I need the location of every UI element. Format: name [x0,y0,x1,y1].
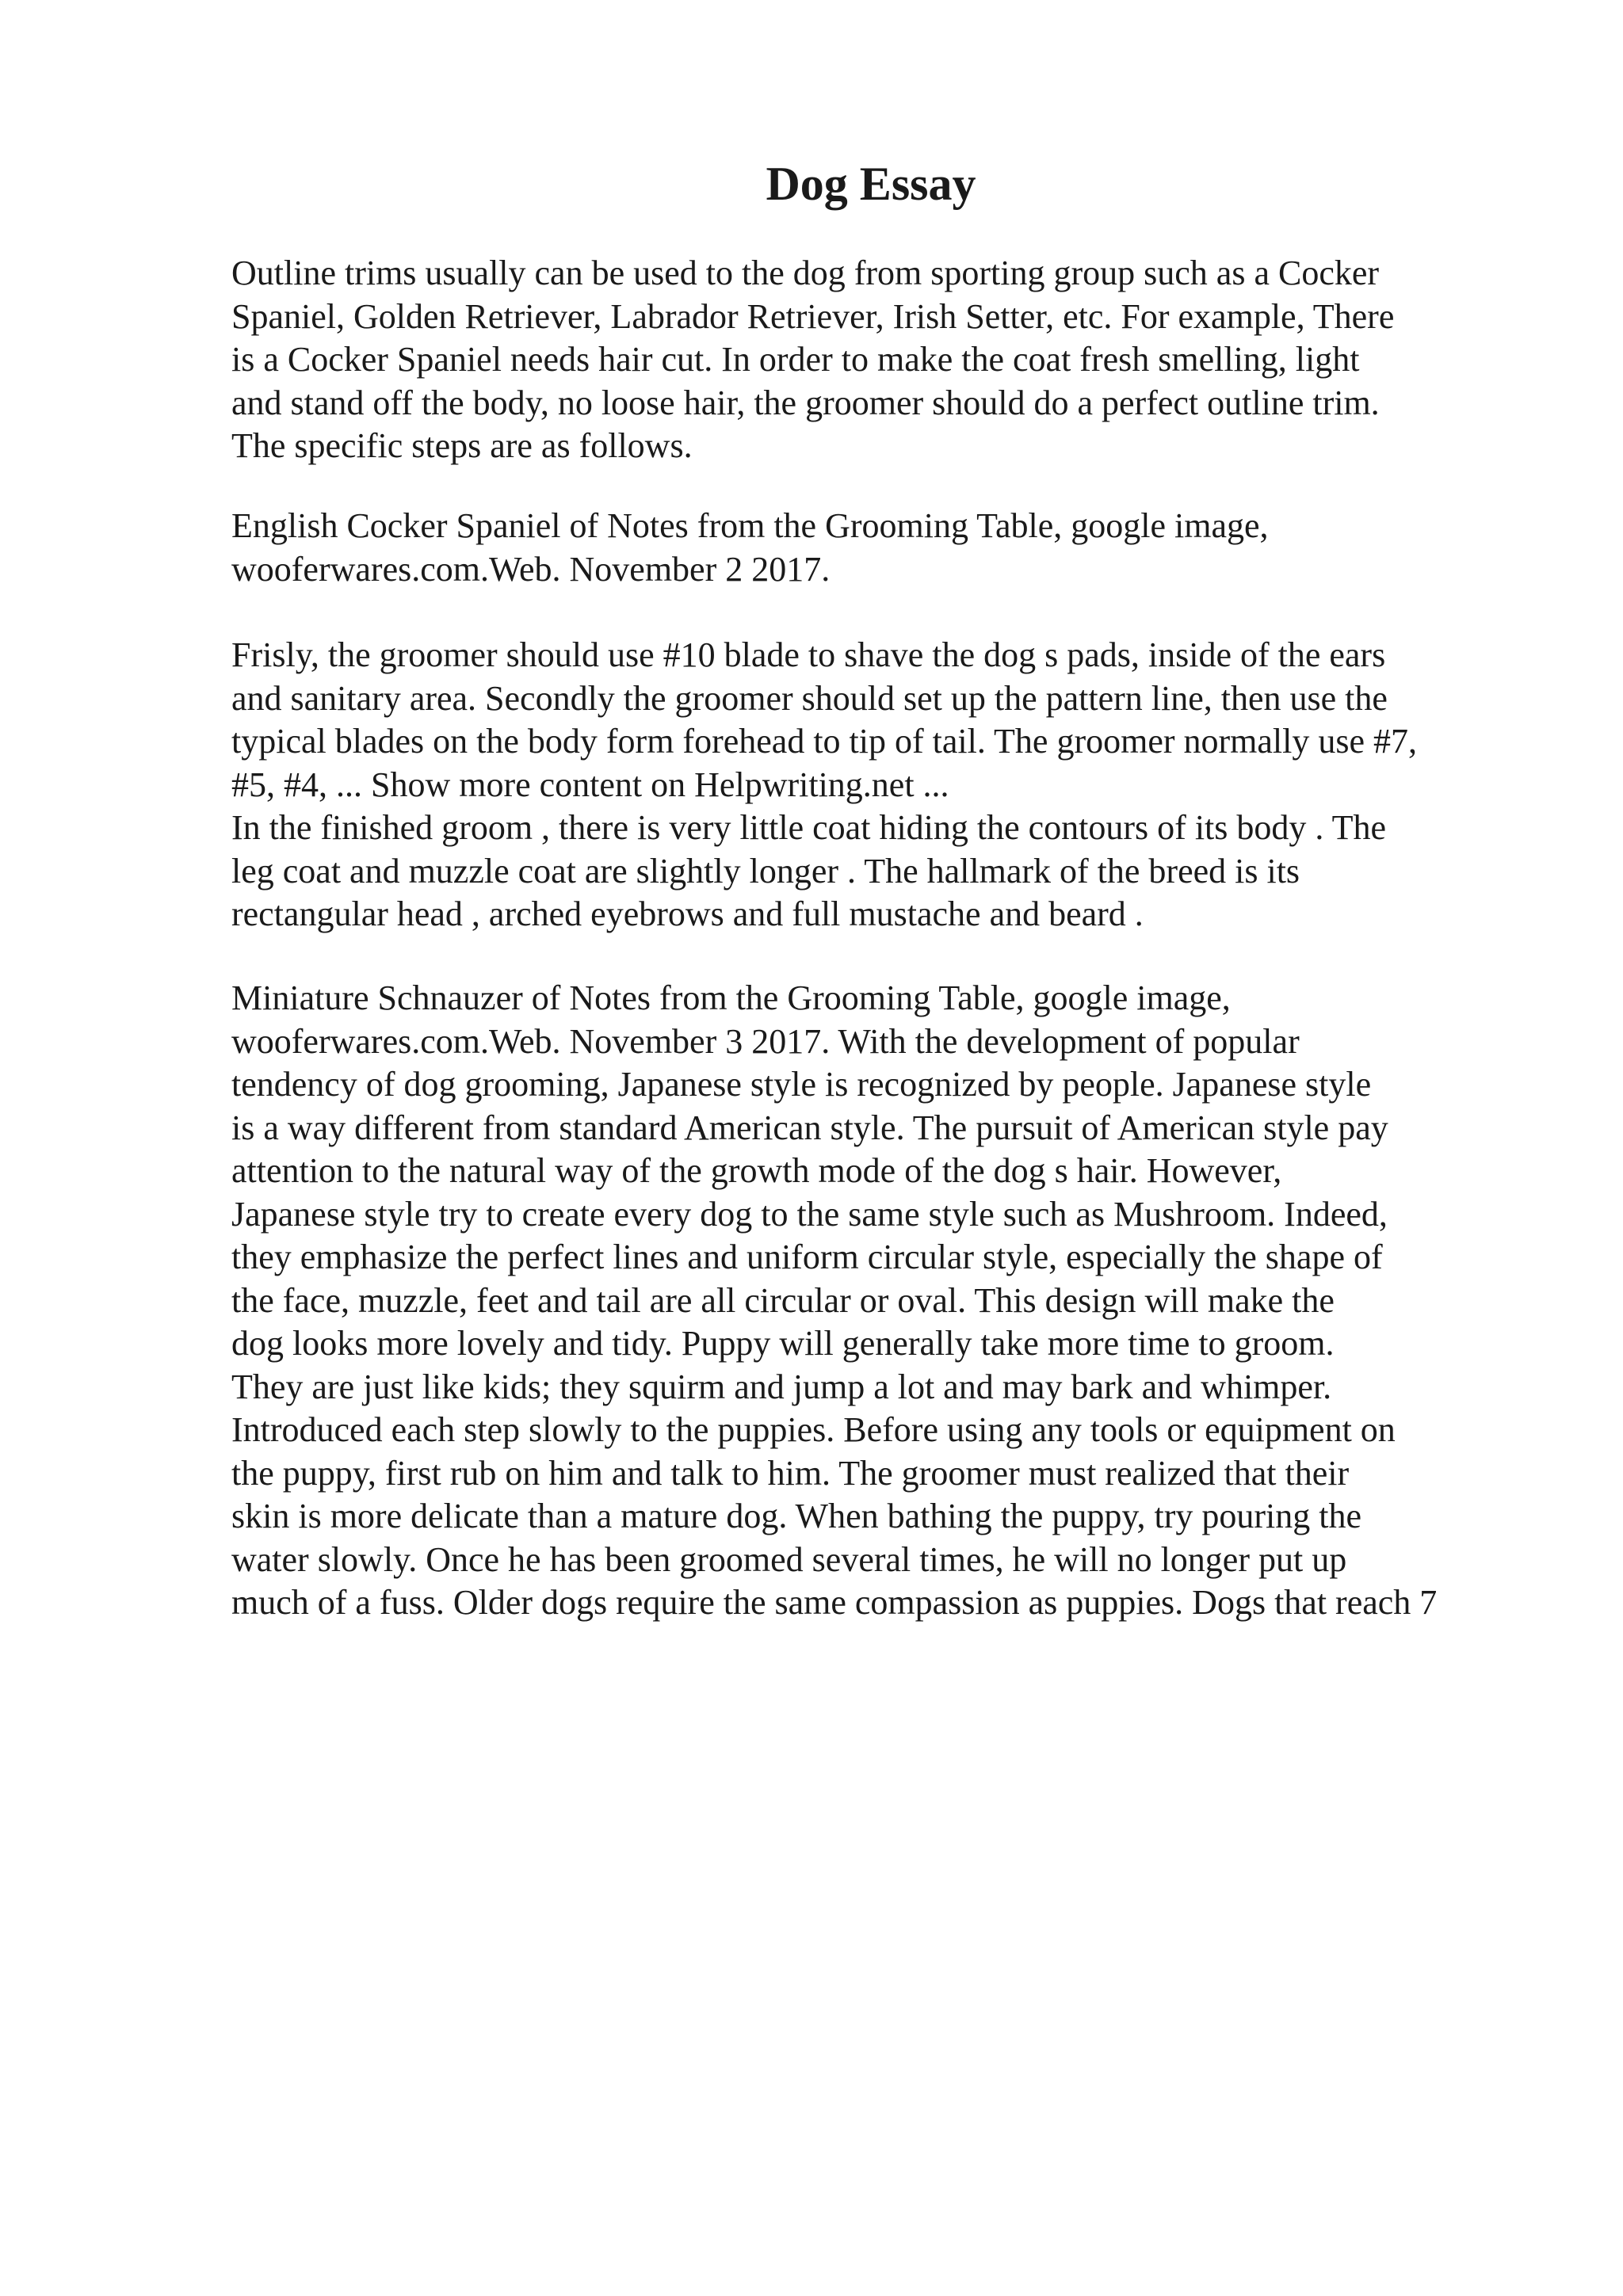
text-line: is a way different from standard American style. The pursuit of American style pay [231,1108,1388,1147]
text-line: tendency of dog grooming, Japanese style is recognized by people. Japanese style [231,1065,1372,1104]
paragraph-schnauzer-japanese-style [231,977,1594,1625]
text-line: leg coat and muzzle coat are slightly longer . The hallmark of the breed is its [231,851,1300,891]
text-line: Frisly, the groomer should use #10 blade to shave the dog s pads, inside of the ears [231,635,1386,674]
text-line: English Cocker Spaniel of Notes from the Grooming Table, google image, [231,506,1269,545]
paragraph-grooming-steps [231,634,1594,936]
text-line: dog looks more lovely and tidy. Puppy will generally take more time to groom. [231,1324,1335,1363]
text-line: The specific steps are as follows. [231,426,693,465]
text-line: Miniature Schnauzer of Notes from the Grooming Table, google image, [231,978,1231,1017]
text-line: Introduced each step slowly to the puppies. Before using any tools or equipment on [231,1410,1396,1449]
text-line: and sanitary area. Secondly the groomer should set up the pattern line, then use the [231,678,1388,718]
text-line: rectangular head , arched eyebrows and full mustache and beard . [231,894,1144,933]
text-line: water slowly. Once he has been groomed several times, he will no longer put up [231,1539,1347,1579]
document-title: Dog Essay [766,158,976,210]
text-line: is a Cocker Spaniel needs hair cut. In order to make the coat fresh smelling, light [231,340,1360,379]
text-line: Japanese style try to create every dog to the same style such as Mushroom. Indeed, [231,1194,1388,1234]
citation-cocker-spaniel [231,505,1594,591]
text-line: In the finished groom , there is very little coat hiding the contours of its body . The [231,808,1387,847]
text-line: Outline trims usually can be used to the dog from sporting group such as a Cocker [231,254,1380,292]
text-line: and stand off the body, no loose hair, the groomer should do a perfect outline trim. [231,383,1380,422]
text-line: wooferwares.com.Web. November 2 2017. [231,549,831,589]
paragraph-outline-trims [231,252,1594,468]
text-line: #5, #4, ... Show more content on Helpwriting.net ... [231,765,949,804]
text-line: typical blades on the body form forehead to tip of tail. The groomer normally use #7, [231,722,1418,761]
text-line: they emphasize the perfect lines and uniform circular style, especially the shape of [231,1238,1383,1276]
text-line: Spaniel, Golden Retriever, Labrador Retriever, Irish Setter, etc. For example, There [231,296,1395,336]
text-line: wooferwares.com.Web. November 3 2017. With the development of popular [231,1021,1300,1061]
text-line: much of a fuss. Older dogs require the same compassion as puppies. Dogs that reach 7 [231,1583,1438,1622]
text-line: skin is more delicate than a mature dog. When bathing the puppy, try pouring the [231,1497,1361,1535]
text-line: They are just like kids; they squirm and jump a lot and may bark and whimper. [231,1367,1332,1406]
text-line: the puppy, first rub on him and talk to him. The groomer must realized that their [231,1453,1350,1493]
text-line: attention to the natural way of the growth mode of the dog s hair. However, [231,1151,1282,1190]
text-line: the face, muzzle, feet and tail are all circular or oval. This design will make the [231,1280,1335,1320]
